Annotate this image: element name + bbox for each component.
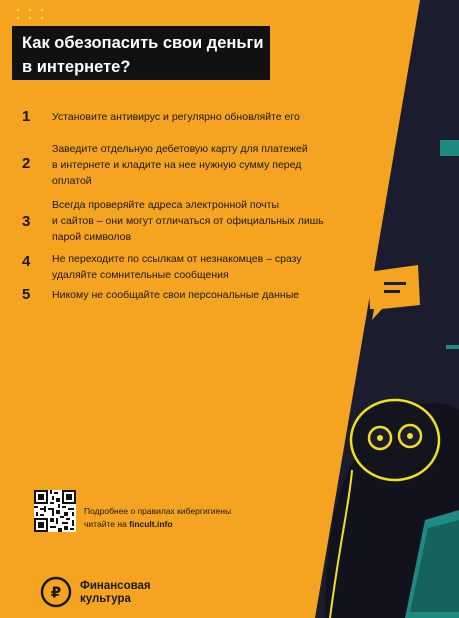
tip-line: Никому не сообщайте свои персональные данные xyxy=(52,289,300,301)
tip-line: в интернете и кладите на нее нужную сумму перед xyxy=(52,159,302,171)
tip-line: удаляйте сомнительные сообщения xyxy=(52,269,229,281)
teal-bar-icon xyxy=(440,140,459,156)
qr-code-icon[interactable] xyxy=(34,490,76,532)
title-line-2: в интернете? xyxy=(22,58,131,76)
tip-line: парой символов xyxy=(52,231,132,243)
ruble-logo-icon xyxy=(40,576,72,608)
more-info-prefix: читайте на xyxy=(84,519,130,529)
tip-line: Установите антивирус и регулярно обновляйте его xyxy=(52,111,300,123)
more-info-text xyxy=(84,505,231,531)
logo-symbol: ₽ xyxy=(50,583,62,602)
tip-number: 5 xyxy=(22,286,31,303)
more-info-line-1: Подробнее о правилах кибергигиены xyxy=(84,506,232,516)
decor-dots-icon xyxy=(17,9,44,20)
tip-text xyxy=(52,251,352,283)
tip-number: 4 xyxy=(22,253,31,270)
tip-number: 2 xyxy=(22,155,31,172)
brand-line-2: культура xyxy=(80,593,131,605)
more-info-line-2 xyxy=(84,518,231,531)
fincult-link[interactable]: fincult.info xyxy=(129,519,173,529)
tip-line: и сайтов – они могут отличаться от официальных лишь xyxy=(52,215,324,227)
tip-text xyxy=(52,141,352,189)
tip-line: оплатой xyxy=(52,175,92,187)
tip-number: 3 xyxy=(22,213,31,230)
tip-line: Заведите отдельную дебетовую карту для платежей xyxy=(52,143,308,155)
teal-line-icon xyxy=(446,345,459,349)
tip-line: Всегда проверяйте адреса электронной почты xyxy=(52,199,280,211)
tip-line: Не переходите по ссылкам от незнакомцев – сразу xyxy=(52,253,302,265)
brand-line-1: Финансовая xyxy=(80,580,151,592)
brand-name xyxy=(80,580,151,606)
title-line-1: Как обезопасить свои деньги xyxy=(22,34,264,52)
page-title xyxy=(12,26,270,80)
tip-number: 1 xyxy=(22,108,31,125)
tip-text xyxy=(52,109,352,125)
tip-text xyxy=(52,287,352,303)
tip-text xyxy=(52,197,352,245)
